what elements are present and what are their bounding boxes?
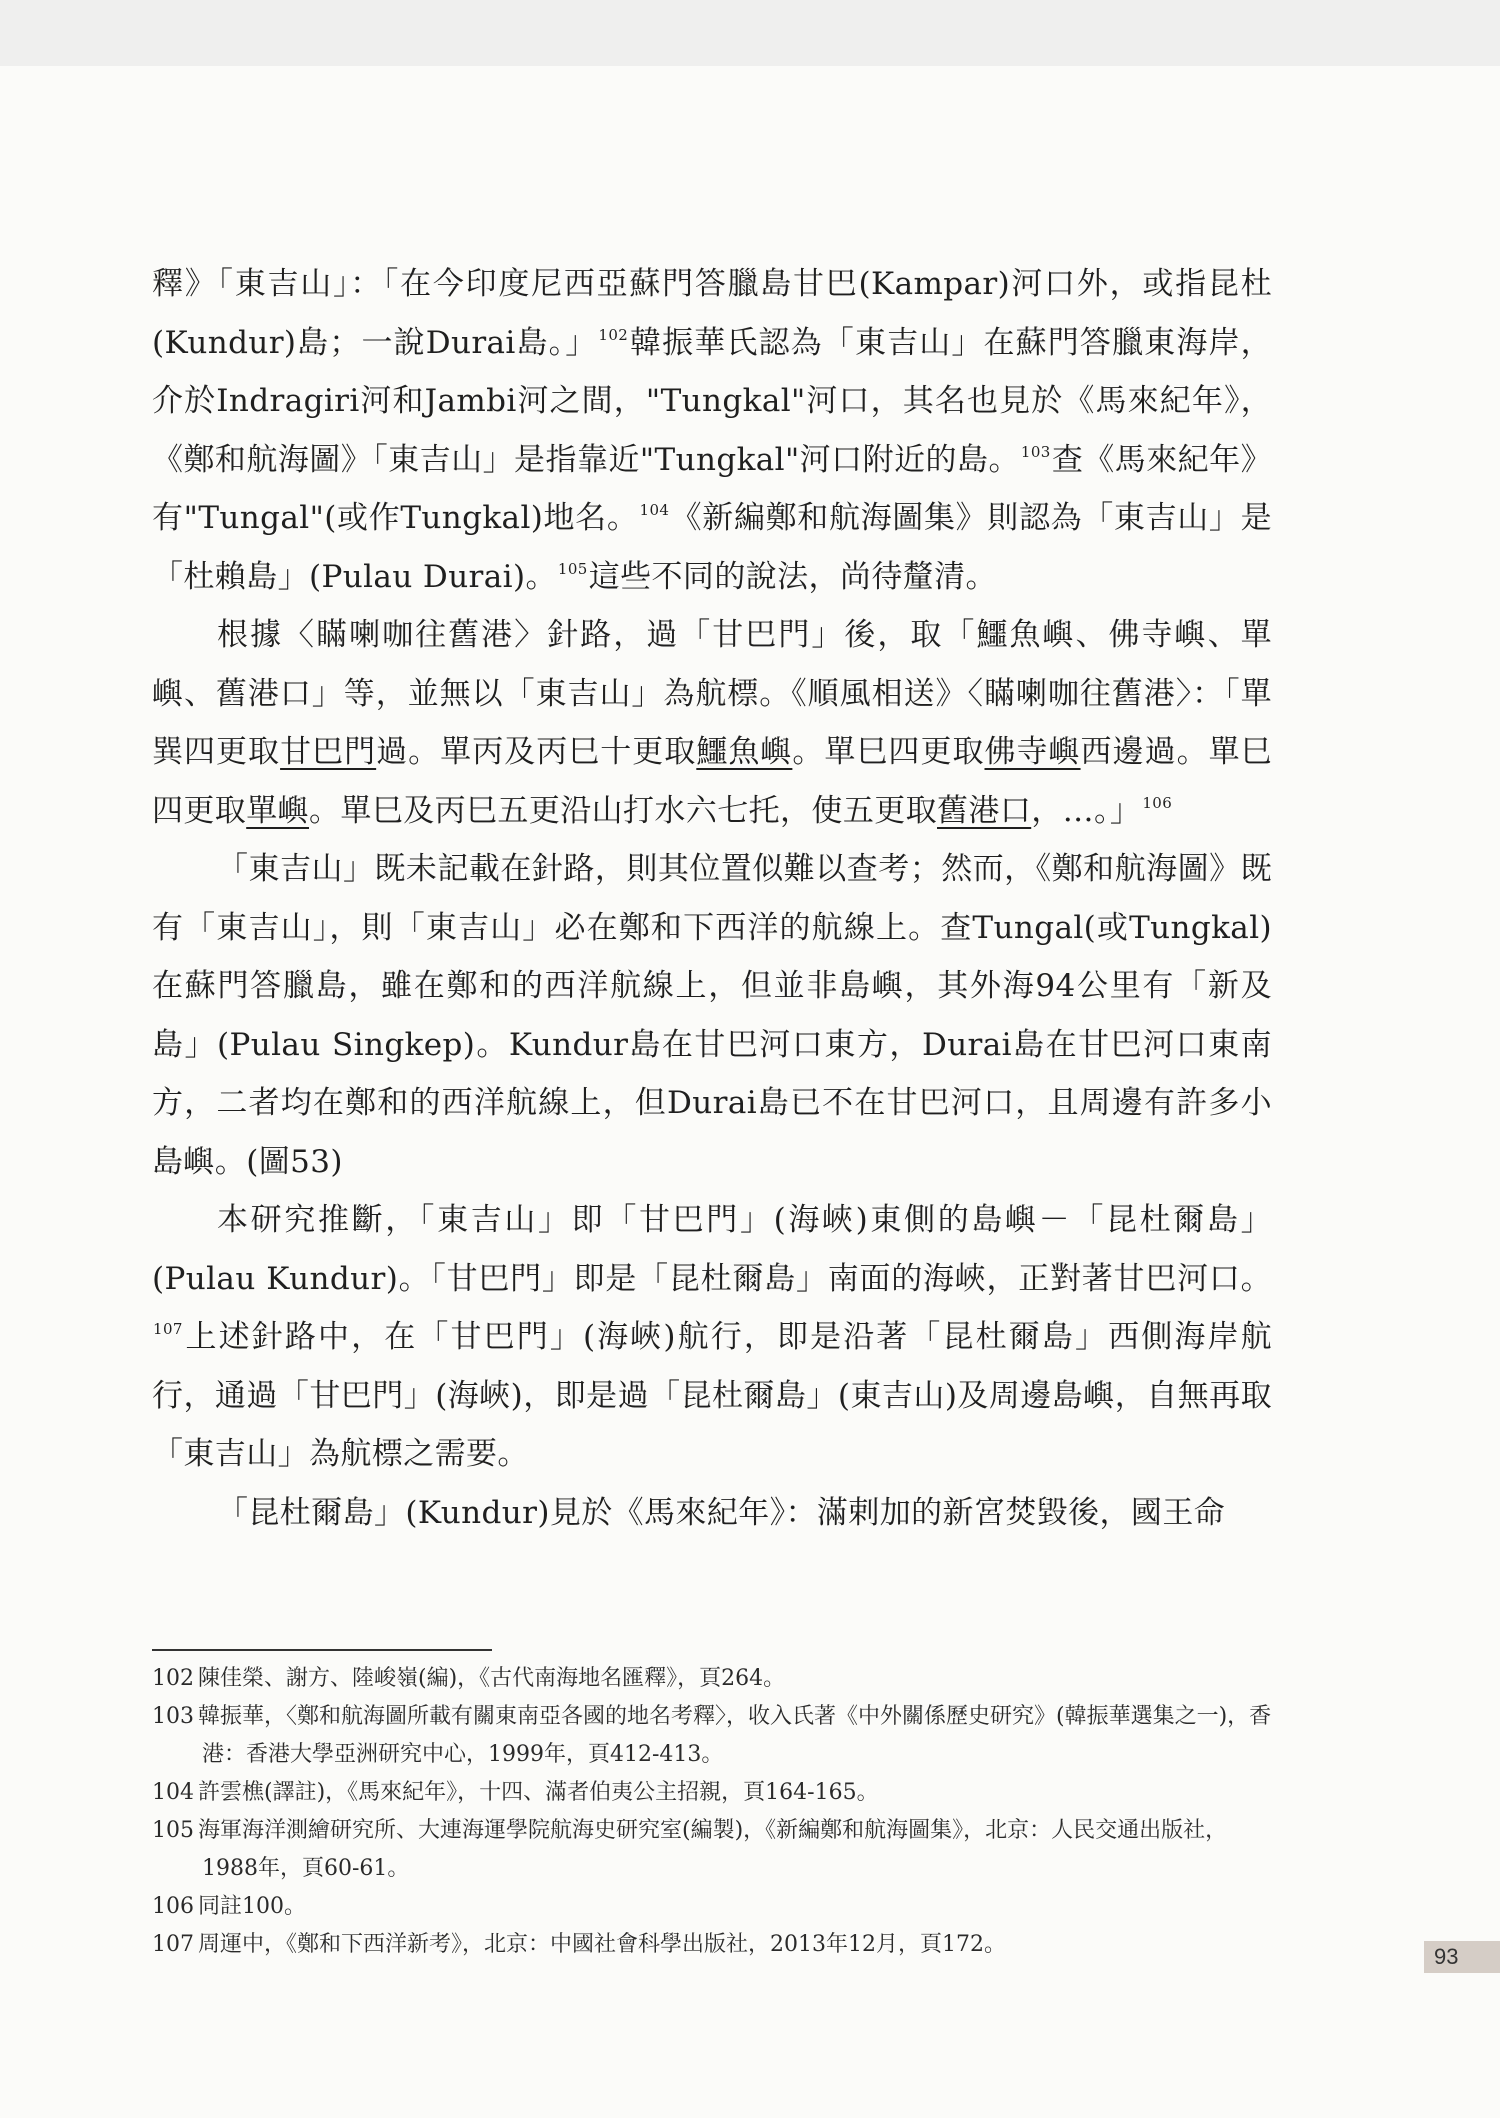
footnote-107 <box>152 1926 1272 1964</box>
footnote-ref-103[interactable]: 103 <box>1020 442 1051 461</box>
paragraph-3: 「東吉山」既未記載在針路，則其位置似難以查考；然而，《鄭和航海圖》既有「東吉山」，則「東吉山」必在鄭和下西洋的航線上。查Tungal(或Tungkal)在蘇門答臘島，雖在鄭和的西洋航線上，但並非島嶼，其外海94公里有「新及島」(Pulau Singkep)。Kundur島在甘巴河口東方，Durai島在甘巴河口東南方，二者均在鄭和的西洋航線上，但Durai島已不在甘巴河口，且周邊有許多小島嶼。(圖53) <box>152 851 1272 1180</box>
paragraph-4 <box>152 1191 1272 1484</box>
footnote-text: 陳佳榮、謝方、陸峻嶺(編)，《古代南海地名匯釋》，頁264。 <box>198 1666 786 1691</box>
text-run: 西邊過。單巳四更取 <box>152 734 1273 829</box>
footnote-105 <box>152 1812 1272 1888</box>
underlined-place-name: 甘巴門 <box>280 734 377 770</box>
footnote-separator <box>152 1649 492 1651</box>
paragraph-5: 「昆杜爾島」(Kundur)見於《馬來紀年》：滿剌加的新宮焚毀後，國王命 <box>217 1494 1226 1531</box>
footnote-number: 104 <box>152 1780 194 1805</box>
underlined-place-name: 單嶼 <box>246 792 310 829</box>
footnote-ref-102[interactable]: 102 <box>598 325 629 344</box>
scan-top-band <box>0 0 1500 66</box>
text-run: 本研究推斷，「東吉山」即「甘巴門」(海峽)東側的島嶼－「昆杜爾島」(Pulau Kundur)。「甘巴門」即是「昆杜爾島」南面的海峽，正對著甘巴河口。 <box>152 1202 1272 1297</box>
text-run: 。單巳四更取 <box>792 734 985 770</box>
text-run: 查《馬來紀年》有"Tungal"(或作Tungkal)地名。 <box>152 441 1272 536</box>
text-run: ，…。」 <box>1031 792 1142 829</box>
text-run: 韓振華氏認為「東吉山」在蘇門答臘東海岸，介於Indragiri河和Jambi河之間，"Tungkal"河口，其名也見於《馬來紀年》，《鄭和航海圖》「東吉山」是指靠近"Tungkal"河口附近的島。 <box>152 324 1272 478</box>
text-run: 過。單丙及丙巳十更取 <box>376 734 697 770</box>
paragraph-2 <box>152 606 1272 840</box>
underlined-place-name: 鱷魚嶼 <box>696 734 793 770</box>
footnote-number: 102 <box>152 1666 194 1691</box>
text-run: 根據〈瞞喇咖往舊港〉針路，過「甘巴門」後，取「鱷魚嶼、佛寺嶼、單嶼、舊港口」等，並無以「東吉山」為航標。《順風相送》〈瞞喇咖往舊港〉：「單巽四更取 <box>152 617 1272 770</box>
footnote-ref-104[interactable]: 104 <box>639 501 670 519</box>
text-run: 《新編鄭和航海圖集》則認為「東吉山」是「杜賴島」(Pulau Durai)。 <box>152 500 1272 595</box>
footnote-ref-105[interactable]: 105 <box>557 559 588 578</box>
underlined-place-name: 佛寺嶼 <box>984 734 1081 770</box>
footnote-number: 103 <box>152 1704 194 1729</box>
footnote-text: 許雲樵(譯註)，《馬來紀年》，十四、滿者伯夷公主招親，頁164-165。 <box>198 1780 879 1805</box>
footnote-text: 同註100。 <box>198 1894 306 1919</box>
text-run: 上述針路中，在「甘巴門」(海峽)航行，即是沿著「昆杜爾島」西側海岸航行，通過「甘巴門」(海峽)，即是過「昆杜爾島」(東吉山)及周邊島嶼，自無再取「東吉山」為航標之需要。 <box>152 1319 1272 1472</box>
text-run: 釋》「東吉山」：「在今印度尼西亞蘇門答臘島甘巴(Kampar)河口外，或指昆杜(Kundur)島；一說Durai島。」 <box>152 266 1272 361</box>
footnote-number: 105 <box>152 1818 194 1843</box>
footnote-103 <box>152 1698 1272 1774</box>
text-run: 。單巳及丙巳五更沿山打水六七托，使五更取 <box>309 792 938 829</box>
footnote-text: 周運中，《鄭和下西洋新考》，北京：中國社會科學出版社，2013年12月，頁172。 <box>198 1932 1006 1957</box>
body-text <box>152 255 1272 1542</box>
footnote-106 <box>152 1888 1272 1926</box>
footnote-102 <box>152 1660 1272 1698</box>
footnote-104 <box>152 1774 1272 1812</box>
paragraph-1 <box>152 255 1272 606</box>
footnote-number: 107 <box>152 1932 194 1957</box>
footnote-ref-107[interactable]: 107 <box>153 1320 183 1338</box>
footnote-text: 韓振華，〈鄭和航海圖所載有關東南亞各國的地名考釋〉，收入氏著《中外關係歷史研究》(韓振華選集之一)，香港：香港大學亞洲研究中心，1999年，頁412-413。 <box>198 1704 1272 1767</box>
footnote-text: 海軍海洋測繪研究所、大連海運學院航海史研究室(編製)，《新編鄭和航海圖集》，北京：人民交通出版社，1988年，頁60-61。 <box>198 1818 1228 1881</box>
text-run: 這些不同的說法，尚待釐清。 <box>588 558 997 595</box>
footnotes <box>152 1660 1272 1964</box>
footnote-ref-106[interactable]: 106 <box>1142 793 1173 812</box>
footnote-number: 106 <box>152 1894 194 1919</box>
underlined-place-name: 舊港口 <box>937 792 1032 829</box>
page-number: 93 <box>1424 1941 1500 1973</box>
